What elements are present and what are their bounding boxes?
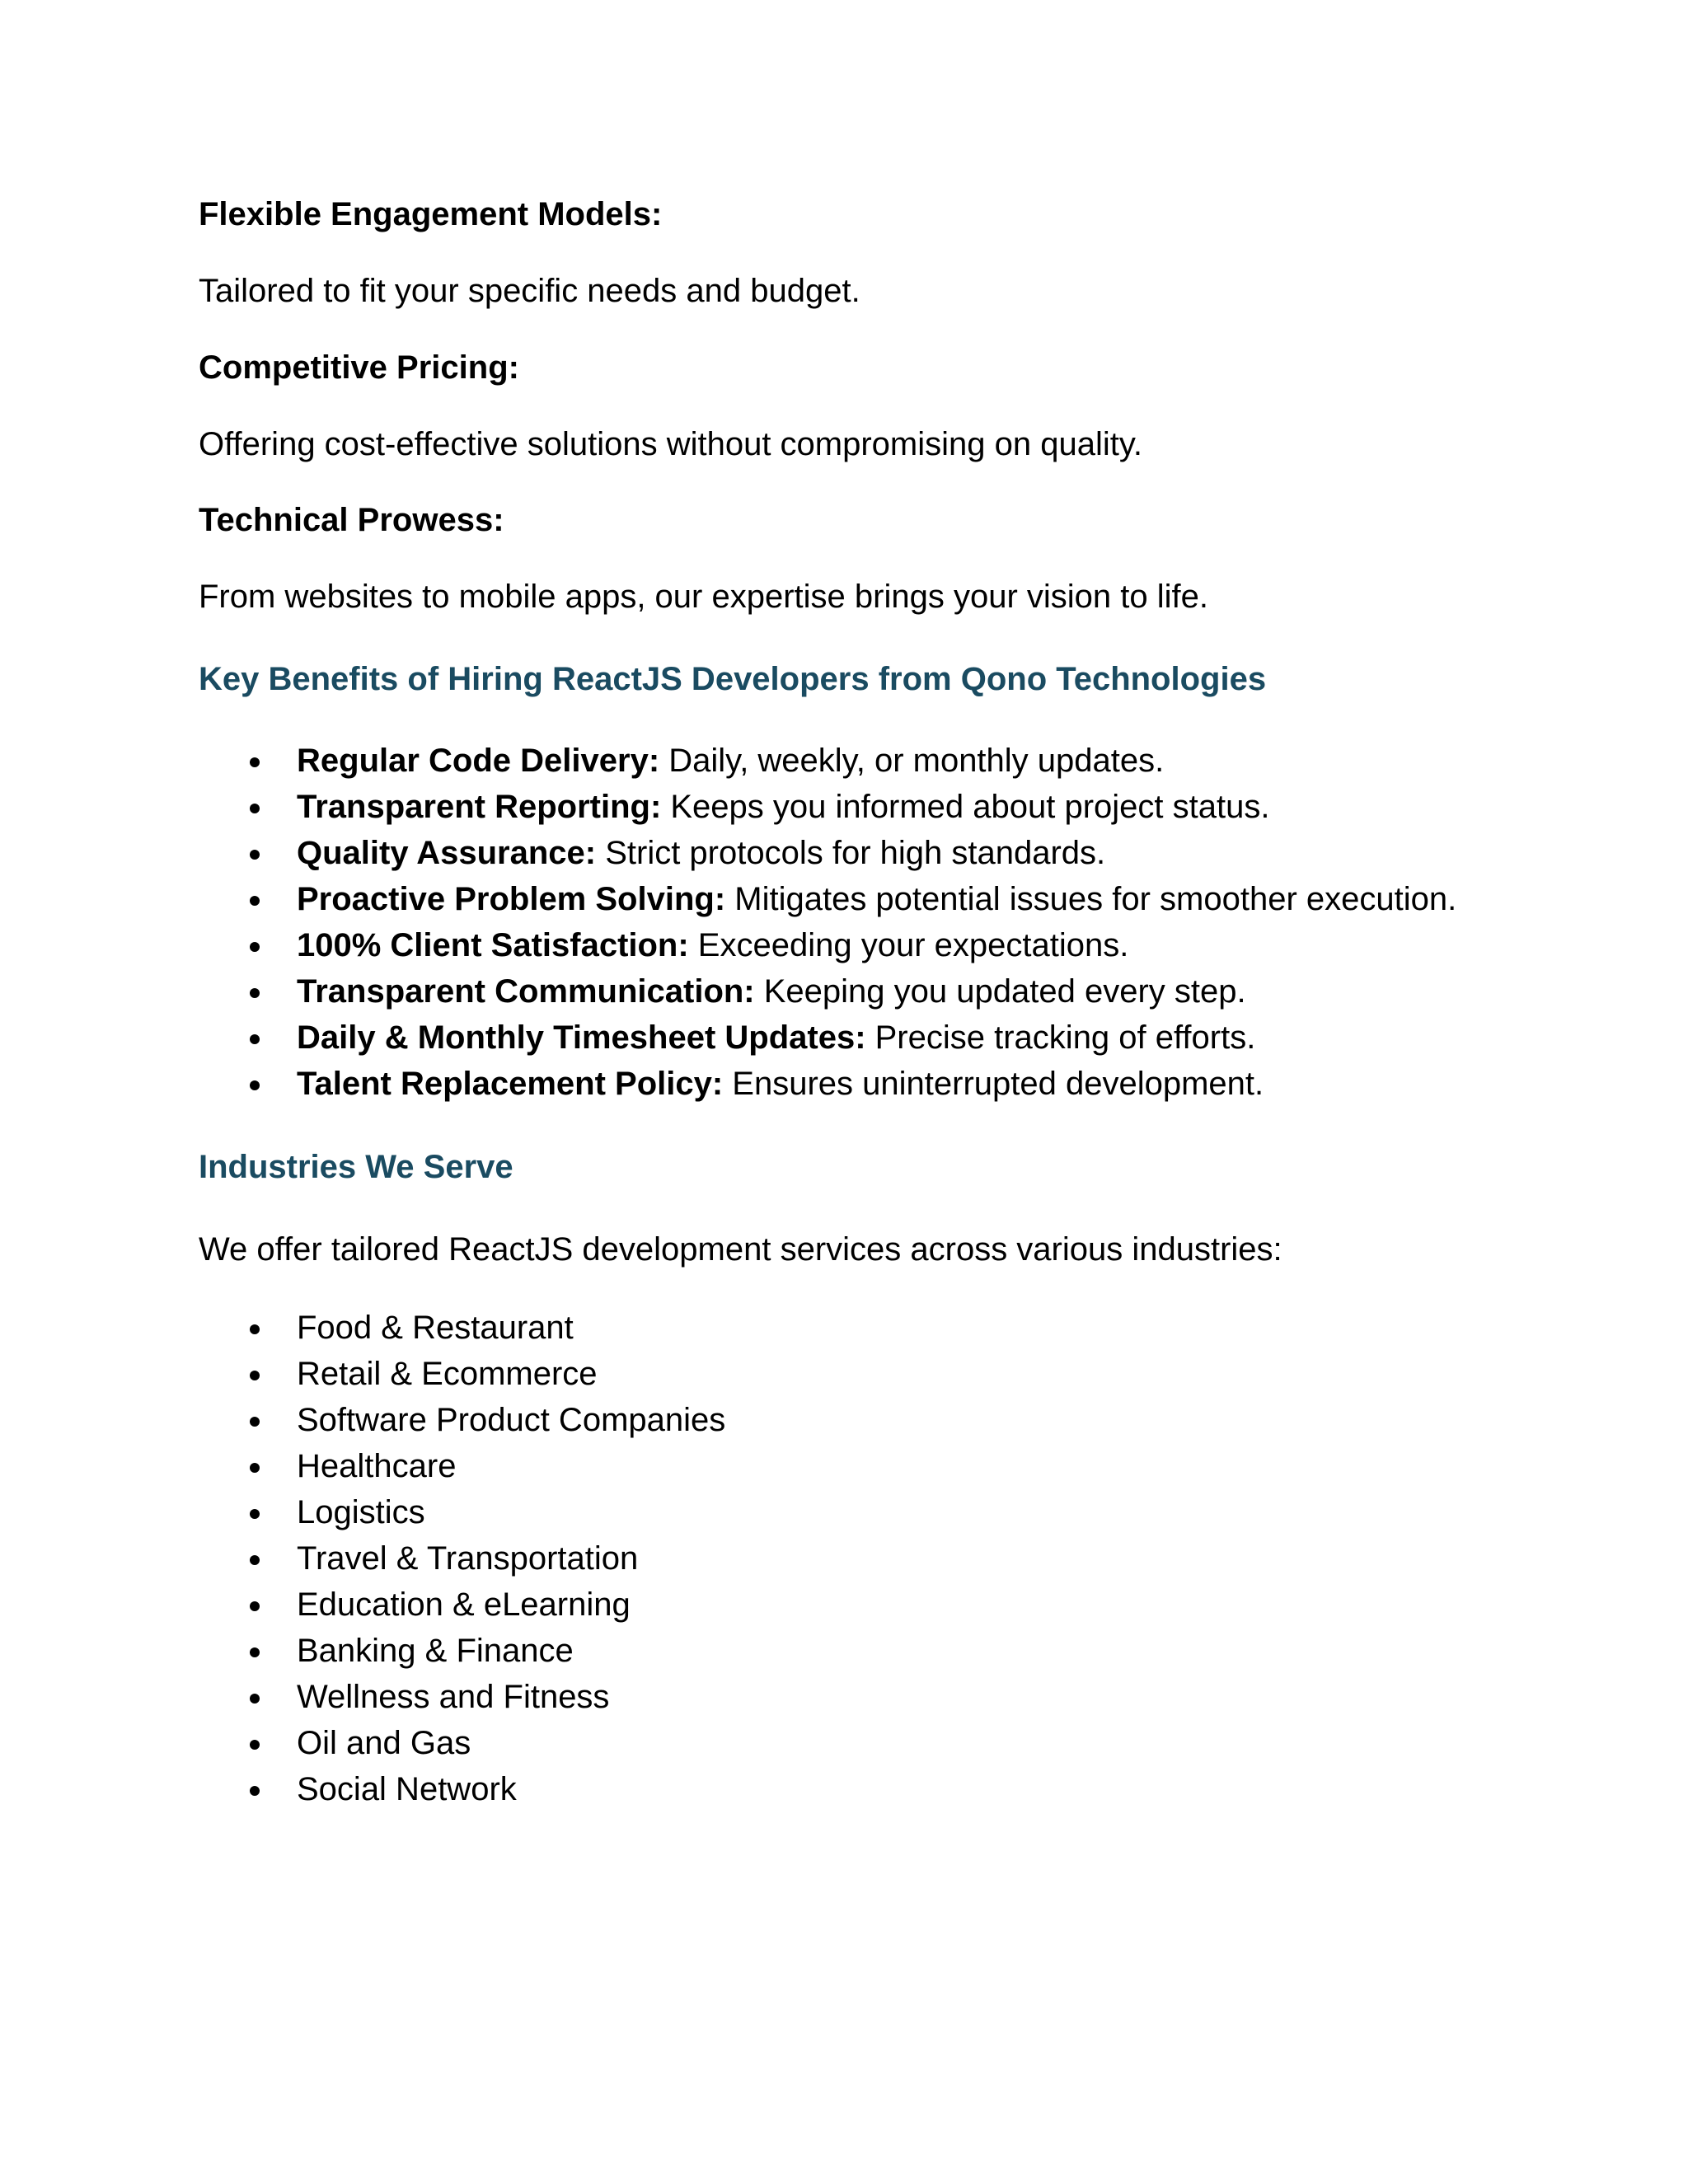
label-flexible-engagement: Flexible Engagement Models: (199, 196, 663, 232)
benefit-item (199, 922, 1456, 968)
industry-label: Travel & Transportation (297, 1540, 639, 1577)
benefit-desc: Keeps you informed about project status. (661, 789, 1270, 825)
bullet-icon (250, 1034, 260, 1044)
bullet-icon (250, 1417, 260, 1427)
industry-label: Logistics (297, 1494, 425, 1530)
benefit-desc: Keeping you updated every step. (754, 973, 1246, 1010)
industry-item (199, 1351, 725, 1397)
bullet-icon (250, 1555, 260, 1565)
benefit-term: Proactive Problem Solving: (297, 881, 726, 917)
bullet-icon (250, 1694, 260, 1704)
industry-label: Wellness and Fitness (297, 1679, 610, 1715)
benefit-item (199, 830, 1456, 876)
industry-item (199, 1397, 725, 1443)
benefit-item (199, 1061, 1456, 1107)
bullet-icon (250, 1601, 260, 1611)
industry-item (199, 1720, 725, 1766)
benefit-item (199, 784, 1456, 830)
benefit-term: 100% Client Satisfaction: (297, 927, 689, 963)
benefit-term: Transparent Reporting: (297, 789, 662, 825)
bullet-icon (250, 988, 260, 998)
benefit-term: Regular Code Delivery: (297, 743, 660, 779)
benefit-item (199, 738, 1456, 784)
industry-label: Oil and Gas (297, 1725, 471, 1761)
benefit-desc: Mitigates potential issues for smoother execution. (725, 881, 1457, 917)
industry-item (199, 1674, 725, 1720)
industry-label: Banking & Finance (297, 1633, 574, 1669)
bullet-icon (250, 1324, 260, 1334)
industry-item (199, 1628, 725, 1674)
bullet-icon (250, 850, 260, 860)
bullet-icon (250, 896, 260, 906)
text-flexible-engagement: Tailored to fit your specific needs and budget. (199, 273, 860, 309)
benefit-desc: Strict protocols for high standards. (596, 835, 1106, 871)
industries-intro: We offer tailored ReactJS development services across various industries: (199, 1231, 1282, 1268)
bullet-icon (250, 1740, 260, 1750)
industry-item (199, 1582, 725, 1628)
industry-label: Software Product Companies (297, 1402, 726, 1438)
industry-label: Healthcare (297, 1448, 457, 1484)
industry-label: Retail & Ecommerce (297, 1356, 598, 1392)
bullet-icon (250, 757, 260, 767)
benefits-heading: Key Benefits of Hiring ReactJS Developers from Qono Technologies (199, 661, 1267, 697)
bullet-icon (250, 1647, 260, 1657)
benefit-desc: Daily, weekly, or monthly updates. (659, 743, 1165, 779)
industry-item (199, 1489, 725, 1535)
industries-heading: Industries We Serve (199, 1149, 513, 1185)
benefit-term: Daily & Monthly Timesheet Updates: (297, 1019, 866, 1056)
benefit-term: Quality Assurance: (297, 835, 597, 871)
bullet-icon (250, 1786, 260, 1796)
label-technical-prowess: Technical Prowess: (199, 502, 504, 538)
benefit-item (199, 876, 1456, 922)
label-competitive-pricing: Competitive Pricing: (199, 349, 519, 386)
industry-label: Education & eLearning (297, 1586, 631, 1623)
text-technical-prowess: From websites to mobile apps, our expertise brings your vision to life. (199, 579, 1208, 615)
industry-item (199, 1443, 725, 1489)
benefit-item (199, 1015, 1456, 1061)
benefit-term: Transparent Communication: (297, 973, 755, 1010)
benefit-desc: Ensures uninterrupted development. (723, 1066, 1264, 1102)
text-competitive-pricing: Offering cost-effective solutions without compromising on quality. (199, 426, 1142, 462)
benefit-item (199, 968, 1456, 1015)
industry-label: Food & Restaurant (297, 1310, 574, 1346)
industry-item (199, 1535, 725, 1582)
bullet-icon (250, 1080, 260, 1090)
benefit-desc: Precise tracking of efforts. (865, 1019, 1256, 1056)
bullet-icon (250, 942, 260, 952)
benefit-desc: Exceeding your expectations. (688, 927, 1129, 963)
bullet-icon (250, 1371, 260, 1380)
industry-label: Social Network (297, 1771, 517, 1807)
industry-item (199, 1305, 725, 1351)
benefit-term: Talent Replacement Policy: (297, 1066, 724, 1102)
industry-item (199, 1766, 725, 1812)
benefits-list (199, 738, 1456, 1107)
bullet-icon (250, 1509, 260, 1519)
bullet-icon (250, 1463, 260, 1473)
industries-list (199, 1305, 725, 1812)
bullet-icon (250, 804, 260, 813)
